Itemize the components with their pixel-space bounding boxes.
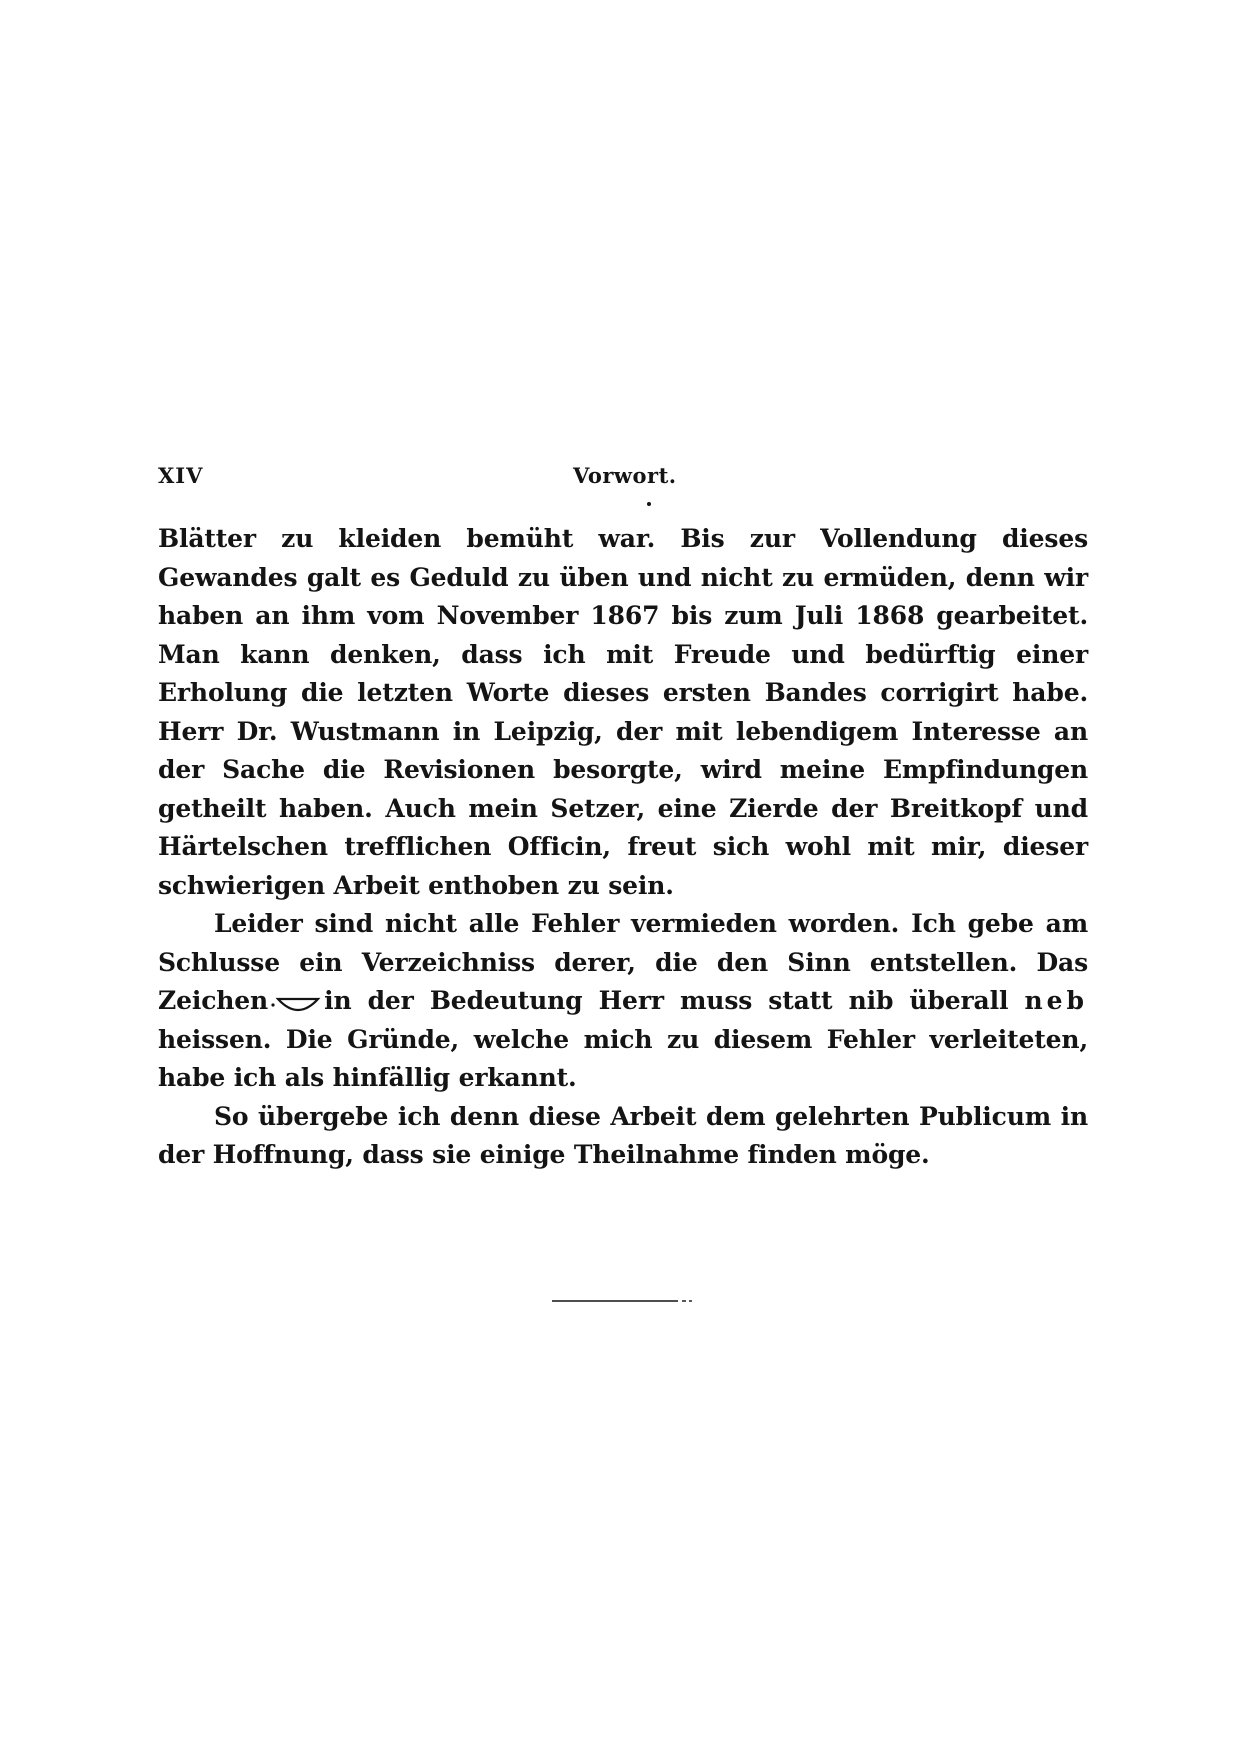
paragraph-2-part-1: Leider sind nicht alle Fehler vermieden worden. Ich gebe am Schlusse ein Verzeichniss derer, die den Sinn entstellen. Das Zeichen xyxy=(158,909,1088,1015)
page-header xyxy=(158,463,1088,497)
paragraph-2 xyxy=(158,905,1088,1098)
hieroglyph-neb-basket-icon xyxy=(270,994,322,1012)
paragraph-2-part-2: in der Bedeutung Herr muss statt nib überall xyxy=(324,986,1009,1015)
running-title: Vorwort. xyxy=(573,463,677,488)
paragraph-2-spaced-word: neb xyxy=(1024,986,1088,1015)
paragraph-3: So übergebe ich denn diese Arbeit dem gelehrten Publicum in der Hoffnung, dass sie einige Theilnahme finden möge. xyxy=(158,1101,1088,1169)
paragraph-1: Blätter zu kleiden bemüht war. Bis zur Vollendung dieses Gewandes galt es Geduld zu üben und nicht zu ermüden, denn wir haben an ihm vom November 1867 bis zum Juli 1868 gearbeitet. Man kann denken, dass ich mit Freude und bedürftig einer Erholung die letzten Worte dieses ersten Bandes corrigirt habe. Herr Dr. Wustmann in Leipzig, der mit lebendigem Interesse an der Sache die Revisionen besorgte, wird meine Empfindungen getheilt haben. Auch mein Setzer, eine Zierde der Breitkopf und Härtelschen trefflichen Officin, freut sich wohl mit mir, dieser schwierigen Arbeit enthoben zu sein. xyxy=(158,524,1088,900)
body-text xyxy=(158,520,1088,1175)
page-number: XIV xyxy=(158,463,204,488)
header-dot-mark xyxy=(647,502,651,506)
paragraph-2-part-3: heissen. Die Gründe, welche mich zu diesem Fehler verleiteten, habe ich als hinfällig erkannt. xyxy=(158,1024,1088,1092)
end-rule-divider xyxy=(552,1299,692,1303)
